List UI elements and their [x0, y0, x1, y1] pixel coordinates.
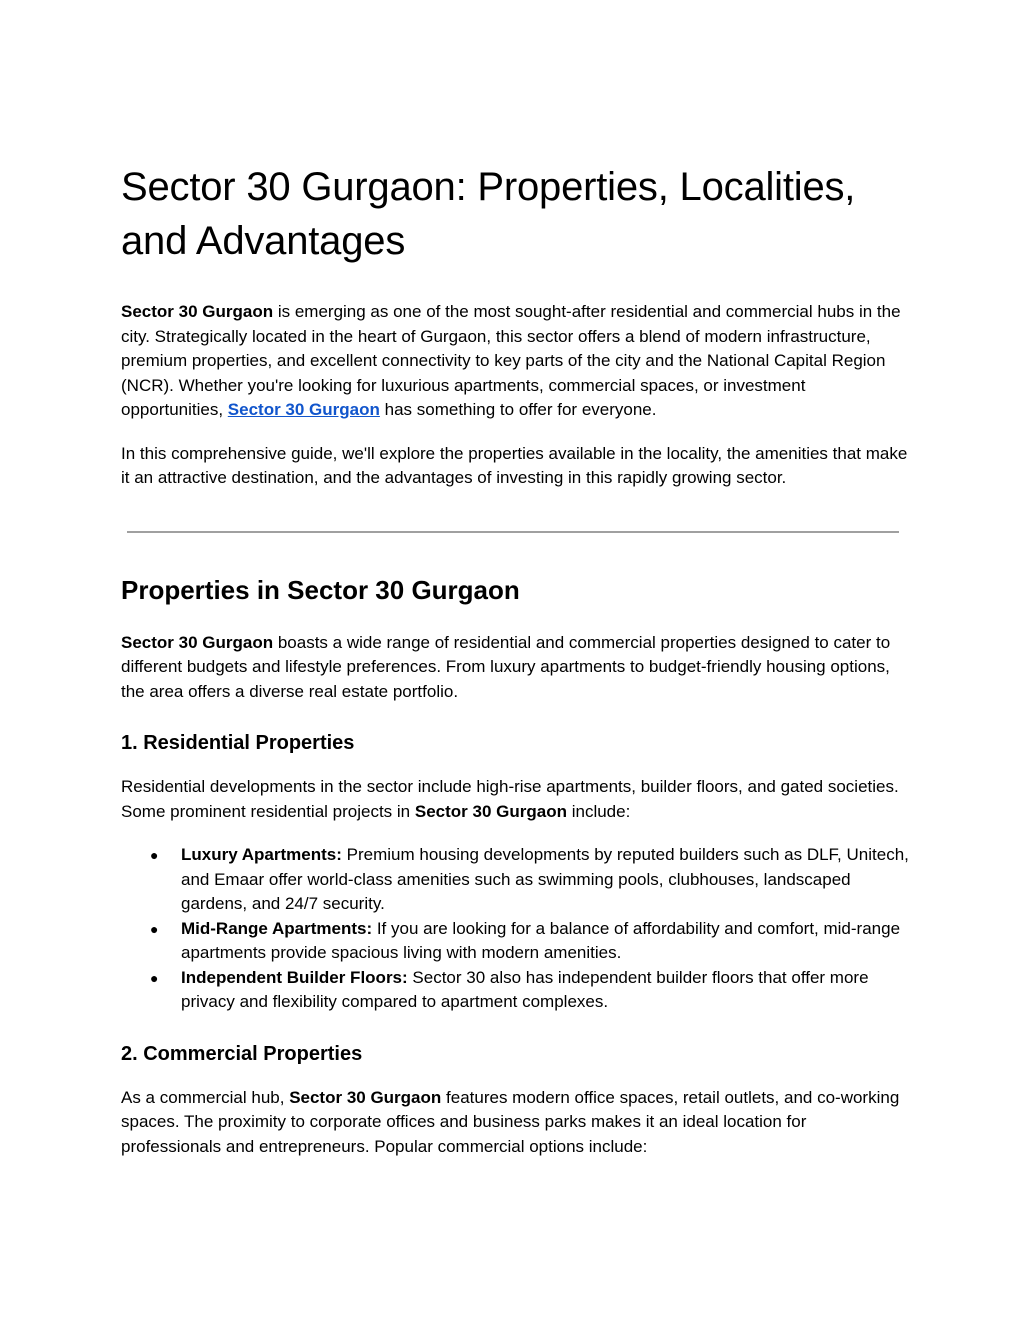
commercial-text-2: features modern office spaces, retail outlets, and co-working spaces. The proximity to corporate offices and business parks makes it an ideal location for professionals and entrepreneurs. Popular commercial options include:: [121, 1087, 900, 1156]
properties-bold-lead: Sector 30 Gurgaon: [121, 632, 274, 652]
page-title: Sector 30 Gurgaon: Properties, Localities, and Advantages: [121, 165, 856, 263]
commercial-bold: Sector 30 Gurgaon: [289, 1087, 442, 1107]
residential-heading: 1. Residential Properties: [121, 732, 355, 754]
commercial-text-1: As a commercial hub,: [121, 1087, 290, 1107]
list-item-label: Mid-Range Apartments:: [181, 918, 373, 938]
residential-text-2: include:: [566, 801, 631, 821]
intro-text-1: is emerging as one of the most sought-after residential and commercial hubs in the city. Strategically located in the heart of Gurgaon, this sector offers a blend of modern infrastructure, premium properties, and excellent connectivity to key parts of the city and the National Capital Region (NCR). Whether you're looking for luxurious apartments, commercial spaces, or investment opportunities,: [121, 302, 901, 419]
properties-heading: Properties in Sector 30 Gurgaon: [121, 574, 520, 605]
residential-list: [121, 843, 911, 1015]
bullet-icon: ●: [150, 969, 159, 986]
list-item-text: If you are looking for a balance of affordability and comfort, mid-range apartments provide spacious living with modern amenities.: [181, 918, 901, 962]
residential-paragraph: [121, 775, 911, 824]
residential-bold: Sector 30 Gurgaon: [414, 801, 567, 821]
sector-30-link[interactable]: Sector 30 Gurgaon: [227, 400, 380, 419]
list-item-text: Sector 30 also has independent builder floors that offer more privacy and flexibility compared to apartment complexes.: [181, 967, 869, 1011]
bullet-icon: ●: [150, 847, 159, 863]
commercial-heading: 2. Commercial Properties: [121, 1042, 363, 1065]
properties-text: boasts a wide range of residential and commercial properties designed to cater to different budgets and lifestyle preferences. From luxury apartments to budget-friendly housing options, the area offers a diverse real estate portfolio.: [121, 632, 891, 701]
list-item: [150, 917, 911, 966]
list-item: [150, 843, 911, 917]
residential-text-1: Residential developments in the sector include high-rise apartments, builder floors, and gated societies. Some prominent residential projects in: [121, 777, 899, 821]
guide-paragraph: In this comprehensive guide, we'll explore the properties available in the locality, the amenities that make it an attractive destination, and the advantages of investing in this rapidly growing sector.: [121, 443, 908, 487]
list-item-label: Luxury Apartments:: [181, 845, 342, 864]
section-divider: [127, 531, 899, 533]
bullet-icon: ●: [150, 920, 159, 937]
list-item: [150, 966, 911, 1015]
properties-paragraph: [121, 631, 911, 705]
intro-text-2: has something to offer for everyone.: [379, 400, 657, 419]
intro-paragraph: [121, 300, 911, 423]
list-item-label: Independent Builder Floors:: [181, 967, 408, 987]
list-item-text: Premium housing developments by reputed builders such as DLF, Unitech, and Emaar offer world-class amenities such as swimming pools, clubhouses, landscaped gardens, and 24/7 security.: [181, 845, 909, 913]
intro-bold-lead: Sector 30 Gurgaon: [121, 302, 274, 321]
document-page: [121, 160, 911, 1159]
commercial-paragraph: [121, 1086, 911, 1160]
